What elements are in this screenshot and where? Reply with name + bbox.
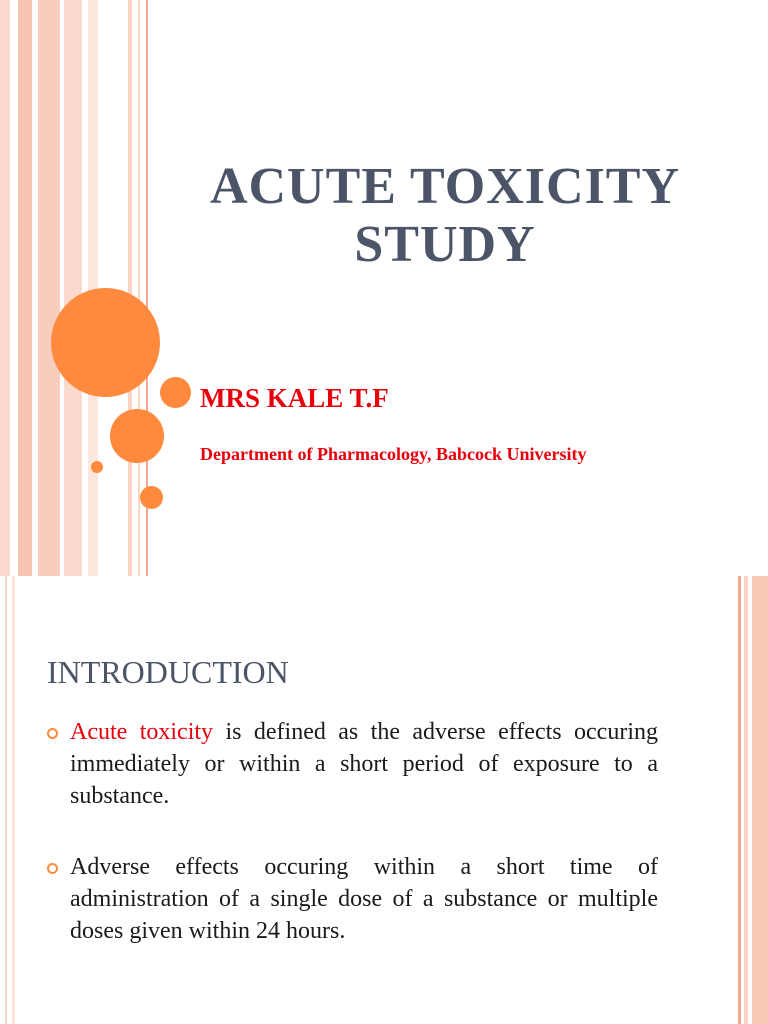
bullet-icon [47, 728, 58, 739]
decor-stripe [738, 576, 741, 1024]
bullet-item [70, 716, 658, 812]
department-text: Department of Pharmacology, Babcock University [200, 444, 587, 464]
decor-stripe [12, 576, 15, 1024]
decor-circle-small [160, 377, 191, 408]
bullet-text: Adverse effects occuring within a short time of administration of a single dose of a substance or multiple doses given within 24 hours. [70, 854, 658, 944]
introduction-slide [0, 576, 768, 1024]
decor-stripe [18, 0, 32, 576]
decor-circle-medium [110, 409, 164, 463]
decor-stripe [128, 0, 132, 576]
bullet-item [70, 851, 658, 947]
decor-stripe [138, 0, 140, 576]
decor-stripe [5, 576, 7, 1024]
decor-circle-large [51, 288, 160, 397]
title-line-1: ACUTE TOXICITY [209, 158, 681, 215]
author-name: MRS KALE T.F [200, 383, 389, 413]
section-heading: INTRODUCTION [47, 654, 289, 690]
bullet-icon [47, 863, 58, 874]
decor-stripe [752, 576, 768, 1024]
bullet-text: is defined as the adverse effects occuring immediately or within a short period of exposure to a substance. [70, 719, 658, 809]
term-highlight: Acute toxicity [70, 719, 214, 745]
decor-stripe [0, 0, 10, 576]
title-line-2: STUDY [354, 216, 536, 273]
decor-stripe [10, 0, 18, 576]
decor-circle-small [140, 486, 163, 509]
decor-stripe [64, 0, 82, 576]
decor-stripe [744, 576, 748, 1024]
decor-circle-tiny [91, 461, 103, 473]
slide-title [150, 158, 740, 274]
decor-stripe [38, 0, 60, 576]
